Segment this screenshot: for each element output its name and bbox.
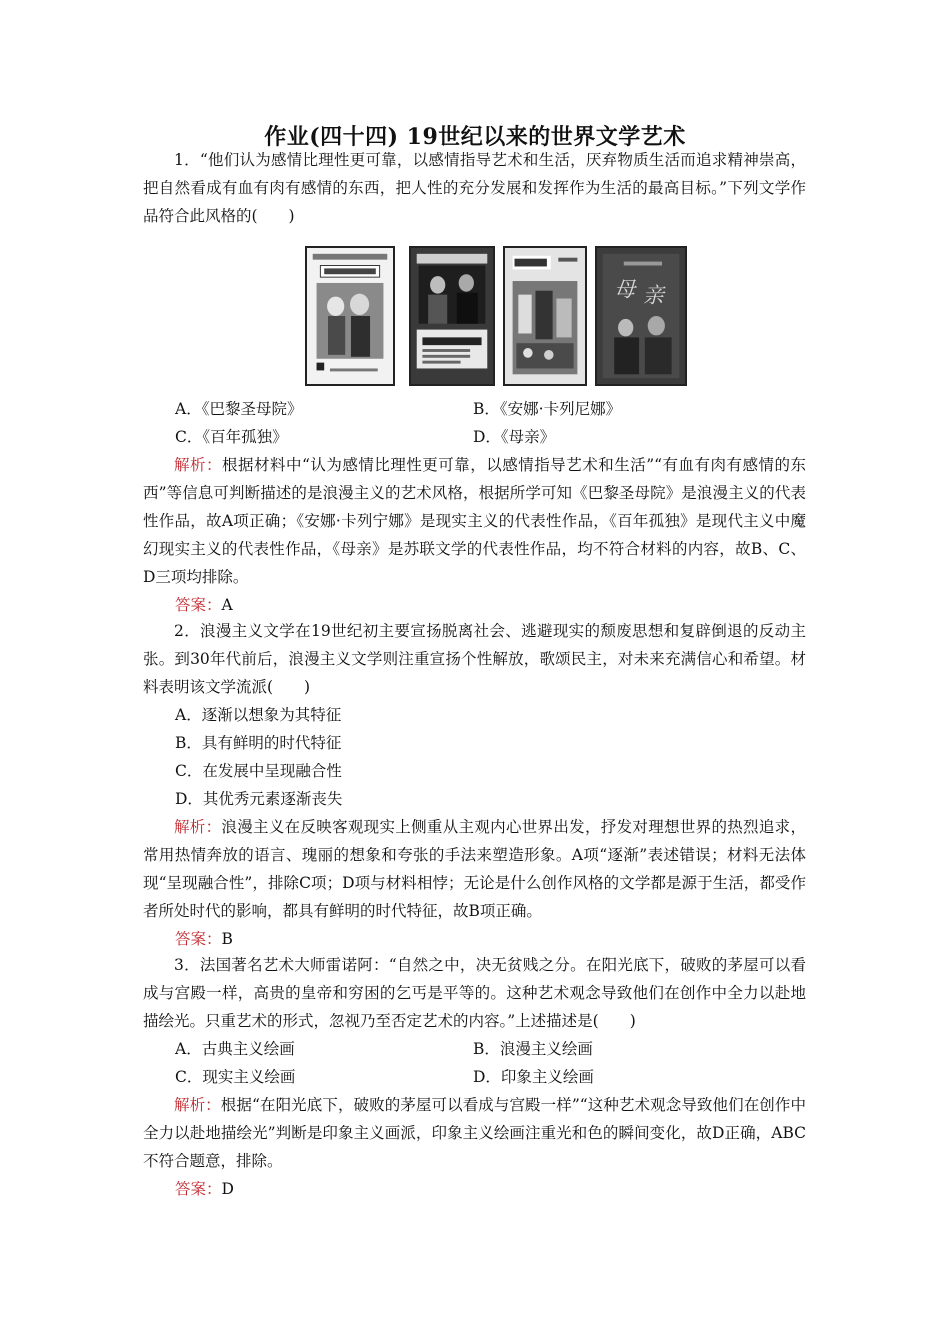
answer-value: D: [221, 1180, 234, 1198]
analysis-label: 解析：: [174, 456, 222, 474]
q3-option-c: C．现实主义绘画: [175, 1068, 296, 1086]
q2-option-c: C．在发展中呈现融合性: [175, 762, 342, 780]
answer-value: A: [221, 596, 233, 614]
analysis-label: 解析：: [174, 1096, 221, 1114]
svg-text:母: 母: [614, 276, 636, 302]
q2-option-d: D．其优秀元素逐渐丧失: [175, 790, 343, 808]
analysis-label: 解析：: [174, 818, 222, 836]
analysis-text: 根据材料中“认为感情比理性更可靠，以感情指导艺术和生活”“有血有肉有感情的东西”等信息可判断描述的是浪漫主义的艺术风格，根据所学可知《巴黎圣母院》是浪漫主义的代表性作品，故A项正确；《安娜·卡列宁娜》是现实主义的代表性作品，《百年孤独》是现代主义中魔幻现实主义的代表性作品，《母亲》是苏联文学的代表性作品，均不符合材料的内容，故B、C、D三项均排除。: [143, 456, 806, 586]
q3-option-a: A．古典主义绘画: [175, 1040, 295, 1058]
analysis-text: 根据“在阳光底下，破败的茅屋可以看成与宫殿一样”“这种艺术观念导致他们在创作中全力以赴地描绘光”判断是印象主义画派，印象主义绘画注重光和色的瞬间变化，故D正确，ABC不符合题意，排除。: [143, 1096, 806, 1170]
q3-option-d: D．印象主义绘画: [473, 1068, 594, 1086]
analysis-text: 浪漫主义在反映客观现实上侧重从主观内心世界出发，抒发对理想世界的热烈追求，常用热情奔放的语言、瑰丽的想象和夸张的手法来塑造形象。A项“逐渐”表述错误；材料无法体现“呈现融合性”，排除C项；D项与材料相悖；无论是什么创作风格的文学都是源于生活，都受作者所处时代的影响，都具有鲜明的时代特征，故B项正确。: [143, 818, 806, 920]
question-2-stem: 2．浪漫主义文学在19世纪初主要宣扬脱离社会、逃避现实的颓废思想和复辟倒退的反动主张。到30年代前后，浪漫主义文学则注重宣扬个性解放，歌颂民主，对未来充满信心和希望。材料表明该文学流派( ): [143, 622, 806, 696]
book-cover-solitude-icon: [503, 246, 587, 386]
question-1-stem: 1．“他们认为感情比理性更可靠，以感情指导艺术和生活，厌弃物质生活而追求精神崇高，把自然看成有血有肉有感情的东西，把人性的充分发展和发挥作为生活的最高目标。”下列文学作品符合此风格的( ): [143, 151, 806, 225]
answer-label: 答案：: [175, 1180, 222, 1198]
q2-option-a: A．逐渐以想象为其特征: [175, 706, 342, 724]
q1-option-a: A．《巴黎圣母院》: [175, 400, 303, 418]
page-title: 作业(四十四) 19世纪以来的世界文学艺术: [264, 124, 686, 150]
q1-option-c: C．《百年孤独》: [175, 428, 288, 446]
answer-label: 答案：: [175, 930, 222, 948]
book-cover-mother-icon: [595, 246, 687, 386]
q2-analysis: [143, 813, 806, 925]
q3-analysis: [143, 1091, 806, 1175]
q1-answer: [175, 591, 233, 619]
question-3-stem: 3．法国著名艺术大师雷诺阿：“自然之中，决无贫贱之分。在阳光底下，破败的茅屋可以看成与宫殿一样，高贵的皇帝和穷困的乞丐是平等的。这种艺术观念导致他们在创作中全力以赴地描绘光。只重艺术的形式，忽视乃至否定艺术的内容。”上述描述是( ): [143, 956, 806, 1030]
q1-analysis: [143, 451, 806, 591]
book-cover-paris-icon: [305, 246, 395, 386]
question-1-figures: [305, 246, 687, 386]
svg-text:亲: 亲: [642, 282, 664, 308]
q2-answer: [175, 925, 233, 953]
book-cover-anna-icon: [409, 246, 495, 386]
q1-option-b: B．《安娜·卡列尼娜》: [473, 400, 622, 418]
answer-value: B: [221, 930, 233, 948]
q3-answer: [175, 1175, 234, 1203]
q2-option-b: B．具有鲜明的时代特征: [175, 734, 342, 752]
q1-option-d: D．《母亲》: [473, 428, 556, 446]
answer-label: 答案：: [175, 596, 222, 614]
q3-option-b: B．浪漫主义绘画: [473, 1040, 593, 1058]
